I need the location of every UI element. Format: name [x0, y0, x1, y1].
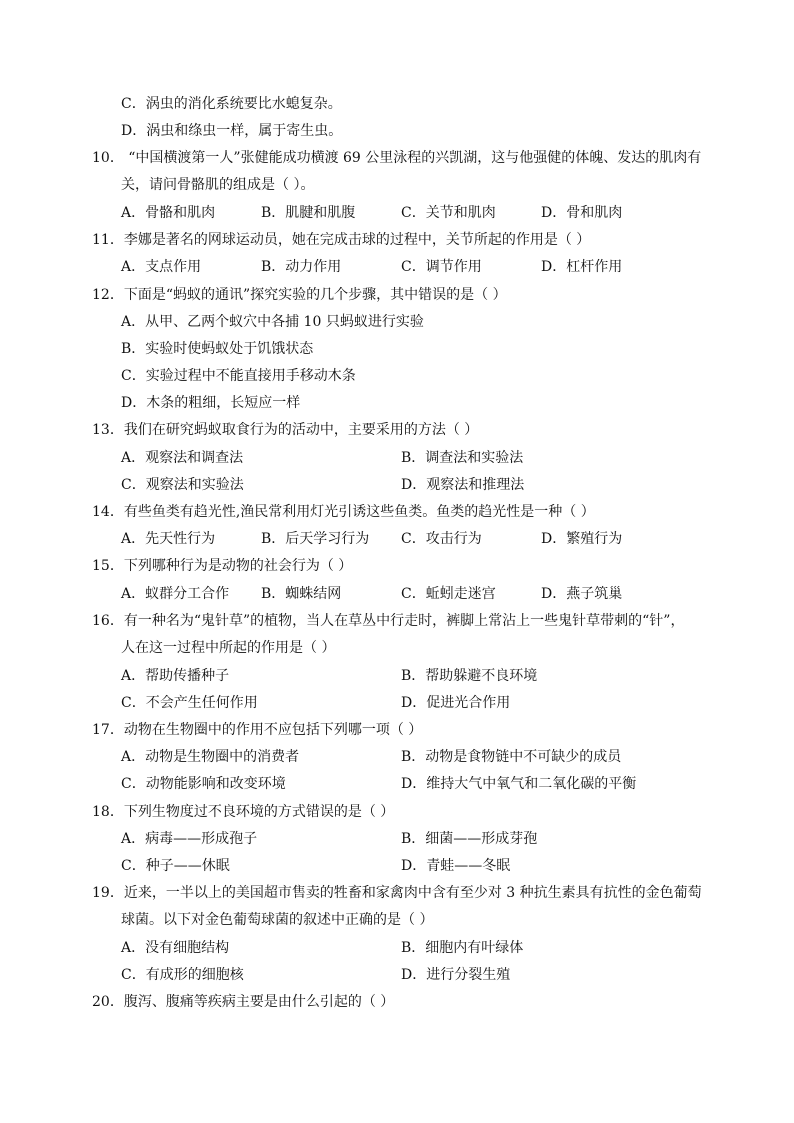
q16-text-cont: 人在这一过程中所起的作用是（ ）: [121, 640, 336, 656]
q16-text: 16．有一种名为“鬼针草”的植物，当人在草丛中行走时，裤脚上常沾上一些鬼针草带刺的“针”，: [92, 613, 685, 629]
q16-option-c: C．不会产生任何作用: [121, 695, 258, 711]
q9-option-d: D．涡虫和绦虫一样，属于寄生虫。: [121, 123, 343, 139]
q18-option-a: A．病毒——形成孢子: [121, 831, 258, 847]
q11-option-d: D．杠杆作用: [541, 259, 623, 275]
q13-option-b: B．调查法和实验法: [401, 450, 524, 466]
q11-option-a: A．支点作用: [121, 259, 202, 275]
q16-option-b: B．帮助躲避不良环境: [401, 668, 538, 684]
q15-text: 15．下列哪种行为是动物的社会行为（ ）: [92, 558, 353, 574]
q18-option-d: D．青蛙——冬眠: [401, 858, 511, 874]
q18-option-c: C．种子——休眠: [121, 858, 230, 874]
q13-option-d: D．观察法和推理法: [401, 477, 525, 493]
q9-option-c: C．涡虫的消化系统要比水螅复杂。: [121, 96, 342, 112]
q11-text: 11．李娜是著名的网球运动员，她在完成击球的过程中，关节所起的作用是（ ）: [92, 232, 591, 248]
q16-option-a: A．帮助传播种子: [121, 668, 230, 684]
q19-text: 19．近来，一半以上的美国超市售卖的牲畜和家禽肉中含有至少对 3 种抗生素具有抗性的金色葡萄: [92, 885, 702, 901]
q17-text: 17．动物在生物圈中的作用不应包括下列哪一项（ ）: [92, 722, 423, 738]
q15-option-a: A．蚁群分工合作: [121, 586, 230, 602]
q13-option-c: C．观察法和实验法: [121, 477, 244, 493]
q18-text: 18．下列生物度过不良环境的方式错误的是（ ）: [92, 804, 395, 820]
q19-option-a: A．没有细胞结构: [121, 940, 230, 956]
q10-option-b: B．肌腱和肌腹: [261, 205, 356, 221]
q10-option-a: A．骨骼和肌肉: [121, 205, 216, 221]
q15-option-b: B．蜘蛛结网: [261, 586, 342, 602]
q10-text: 10． “中国横渡第一人”张健能成功横渡 69 公里泳程的兴凯湖，这与他强健的体魄、发达的肌肉有: [92, 150, 702, 166]
q14-text: 14．有些鱼类有趋光性,渔民常利用灯光引诱这些鱼类。鱼类的趋光性是一种（ ）: [92, 504, 595, 520]
q12-option-d: D．木条的粗细，长短应一样: [121, 395, 301, 411]
q14-option-d: D．繁殖行为: [541, 531, 623, 547]
q17-option-b: B．动物是食物链中不可缺少的成员: [401, 749, 622, 765]
q12-option-b: B．实验时使蚂蚁处于饥饿状态: [121, 341, 314, 357]
q14-option-c: C．攻击行为: [401, 531, 482, 547]
q12-text: 12．下面是“蚂蚁的通讯”探究实验的几个步骤，其中错误的是（ ）: [92, 287, 507, 303]
q19-option-b: B．细胞内有叶绿体: [401, 940, 524, 956]
q12-option-c: C．实验过程中不能直接用手移动木条: [121, 368, 356, 384]
q17-option-d: D．维持大气中氧气和二氧化碳的平衡: [401, 776, 637, 792]
q19-option-d: D．进行分裂生殖: [401, 967, 511, 983]
q17-option-a: A．动物是生物圈中的消费者: [121, 749, 300, 765]
q10-text-cont: 关，请问骨骼肌的组成是（ ）。: [121, 177, 315, 193]
q14-option-a: A．先天性行为: [121, 531, 216, 547]
q19-text-cont: 球菌。以下对金色葡萄球菌的叙述中正确的是（ ）: [121, 912, 434, 928]
q11-option-b: B．动力作用: [261, 259, 342, 275]
q11-option-c: C．调节作用: [401, 259, 482, 275]
q13-option-a: A．观察法和调查法: [121, 450, 244, 466]
q12-option-a: A．从甲、乙两个蚁穴中各捕 10 只蚂蚁进行实验: [121, 314, 424, 330]
q15-option-d: D．燕子筑巢: [541, 586, 623, 602]
q17-option-c: C．动物能影响和改变环境: [121, 776, 286, 792]
q19-option-c: C．有成形的细胞核: [121, 967, 244, 983]
q10-option-d: D．骨和肌肉: [541, 205, 623, 221]
q16-option-d: D．促进光合作用: [401, 695, 511, 711]
q20-text: 20．腹泻、腹痛等疾病主要是由什么引起的（ ）: [92, 994, 395, 1010]
q14-option-b: B．后天学习行为: [261, 531, 370, 547]
q15-option-c: C．蚯蚓走迷宫: [401, 586, 496, 602]
q10-option-c: C．关节和肌肉: [401, 205, 496, 221]
q13-text: 13．我们在研究蚂蚁取食行为的活动中，主要采用的方法（ ）: [92, 422, 479, 438]
q18-option-b: B．细菌——形成芽孢: [401, 831, 538, 847]
